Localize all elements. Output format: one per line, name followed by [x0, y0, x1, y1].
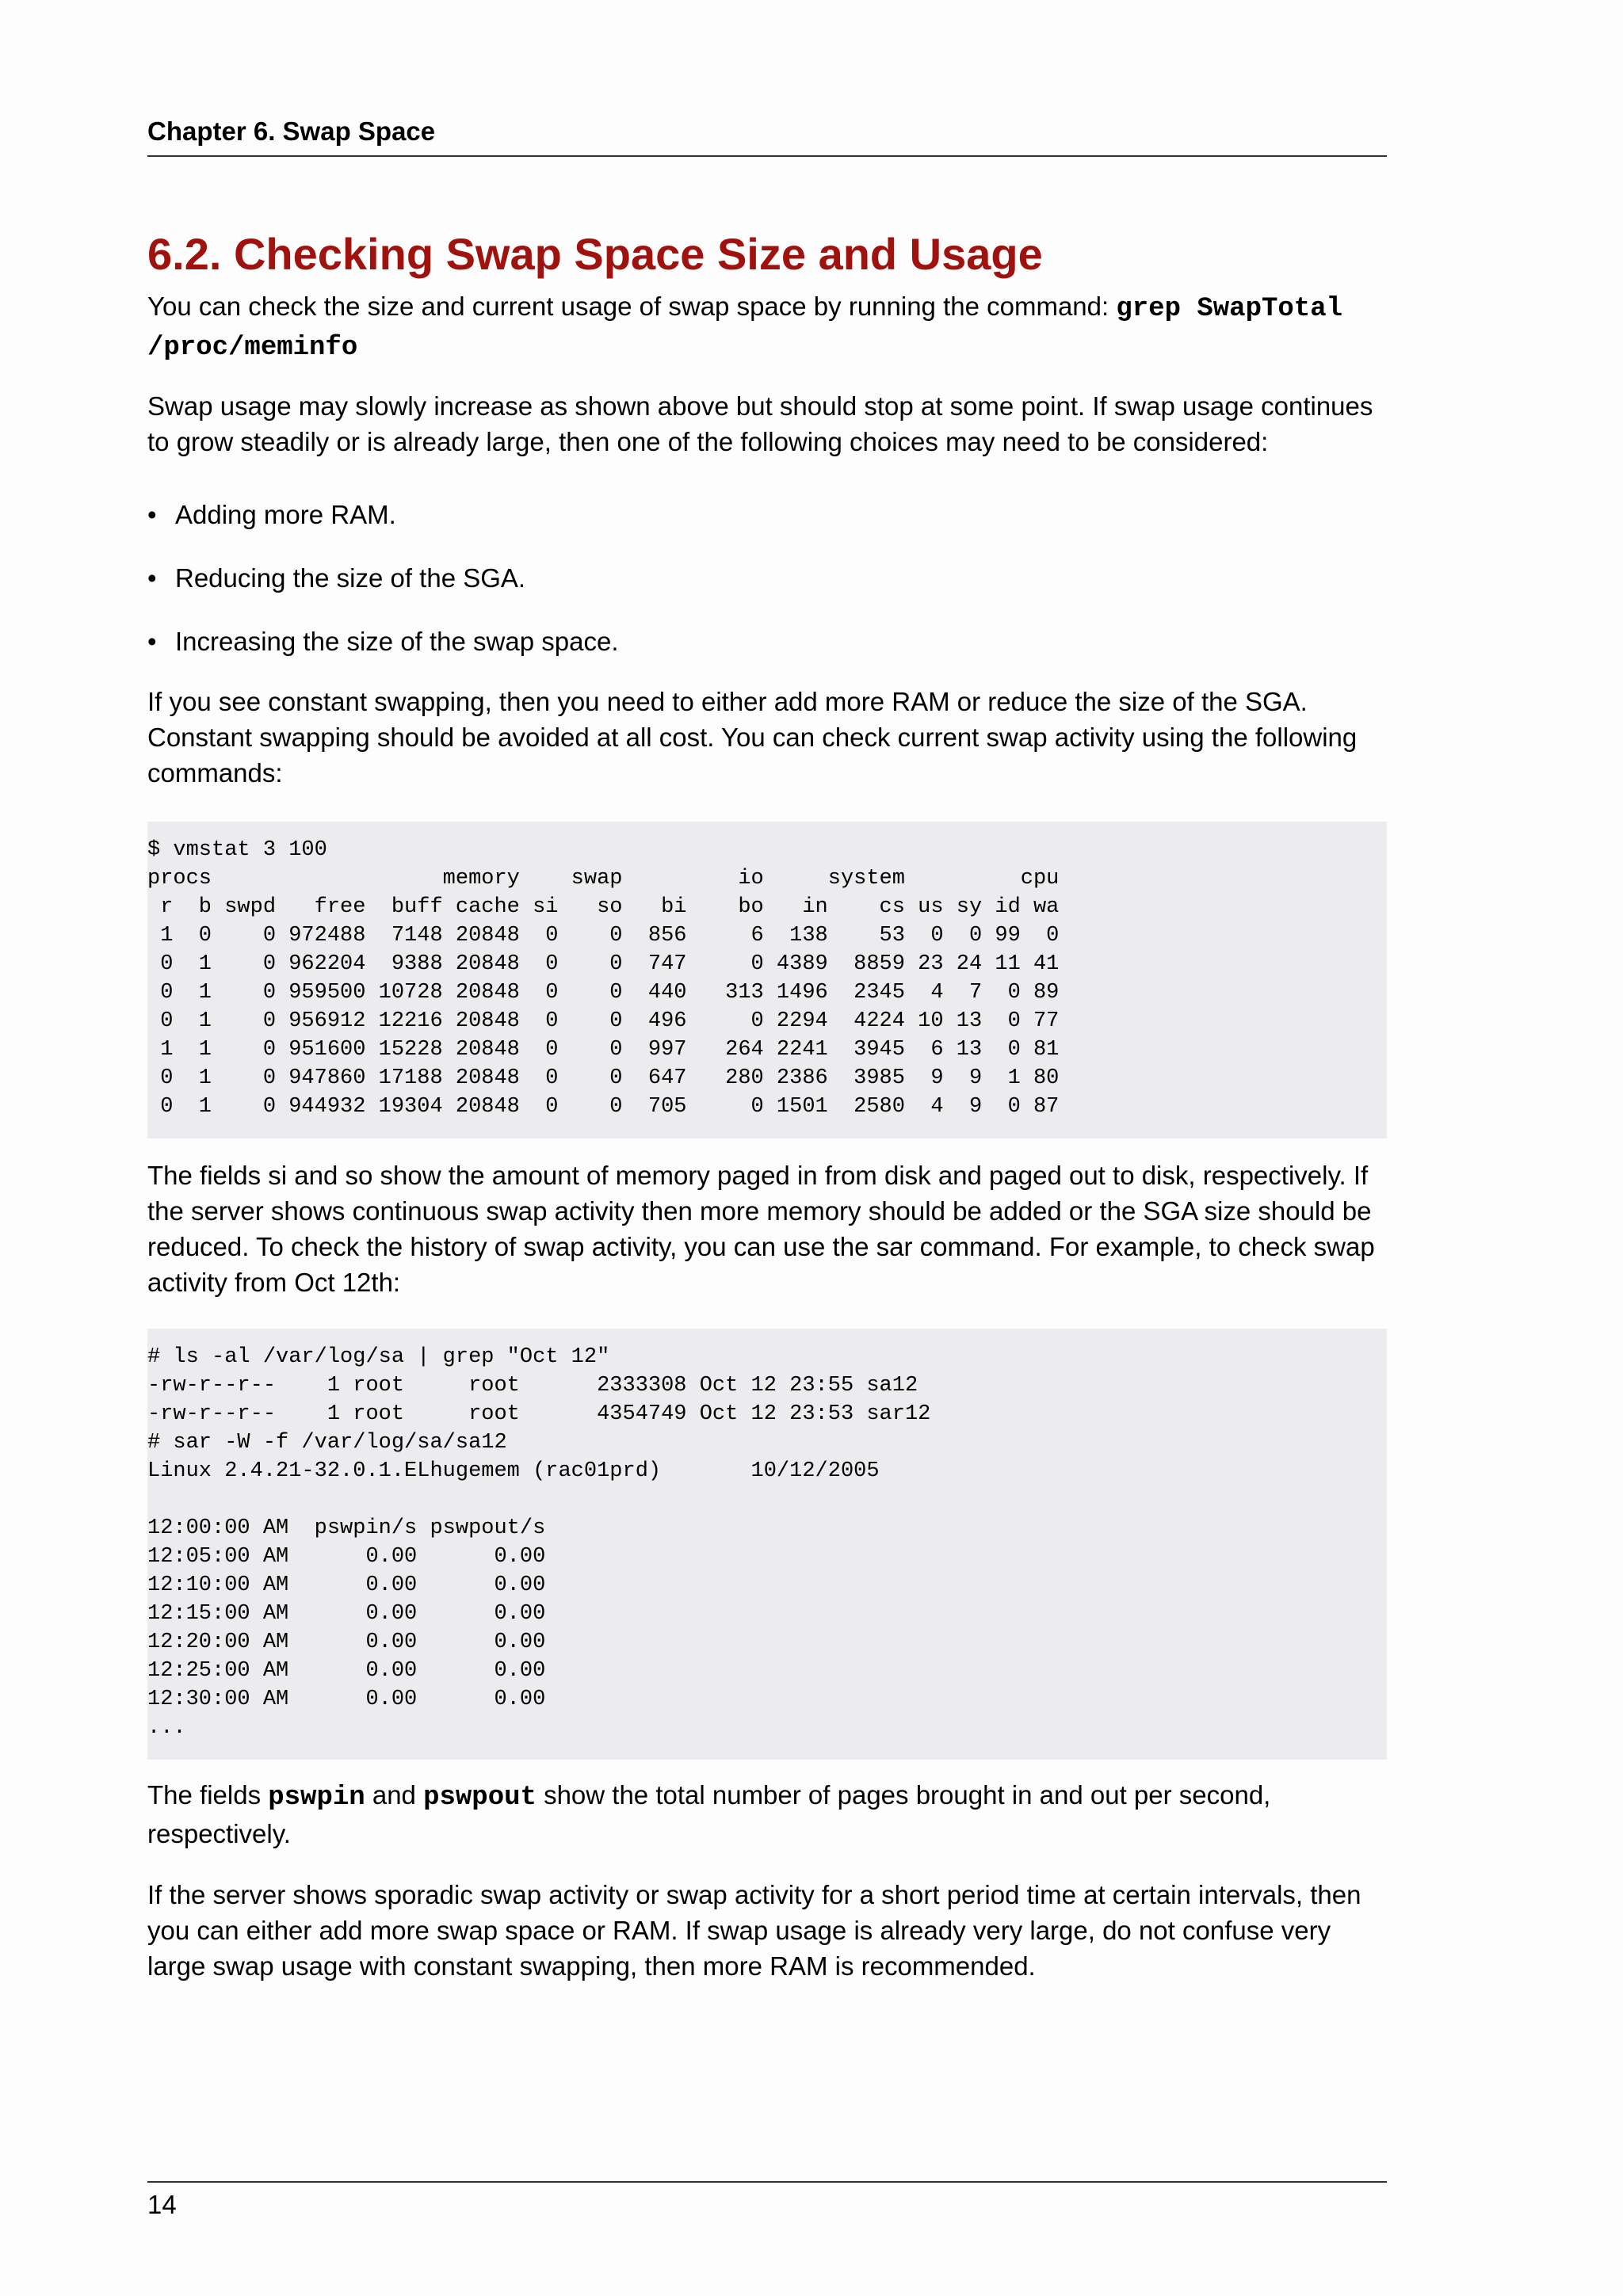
intro-text: You can check the size and current usage of swap space by running the command: — [147, 292, 1117, 321]
pswp-text-3: show the total number of pages brought in and out per second, respectively. — [147, 1780, 1271, 1848]
vmstat-code-block — [147, 822, 1387, 1138]
bullet-icon: • — [147, 500, 157, 529]
meminfo-command: grep SwapTotal /proc/meminfo — [147, 294, 1343, 363]
choice-label: Adding more RAM. — [175, 500, 396, 529]
footer-divider — [147, 2181, 1387, 2183]
pswp-text-2: and — [365, 1780, 424, 1810]
pswpout-code: pswpout — [423, 1783, 537, 1813]
vmstat-output: $ vmstat 3 100 procs memory swap io system cpu r b swpd free buff cache si so bi bo in cs us sy id wa 1 0 0 972488 7148 20848 0 0 856 6 138 53 0 0 99 0 0 1 0 962204 9388 20848 0 0 747 0 4389 8859 23 24 11 41 0 1 0 959500 10728 20848 0 0 440 313 1496 2345 4 7 0 89 0 1 0 956912 12216 20848 0 0 496 0 2294 4224 10 13 0 77 1 1 0 951600 15228 20848 0 0 997 264 2241 3945 6 13 0 81 0 1 0 947860 17188 20848 0 0 647 280 2386 3985 9 9 1 80 0 1 0 944932 19304 20848 0 0 705 0 1501 2580 4 9 0 87 — [147, 838, 1060, 1119]
choice-label: Reducing the size of the SGA. — [175, 563, 526, 593]
choice-label: Increasing the size of the swap space. — [175, 627, 619, 656]
bullet-icon: • — [147, 563, 157, 593]
pswp-fields-paragraph — [147, 1777, 1387, 1852]
intro-paragraph — [147, 288, 1387, 366]
sporadic-swap-paragraph: If the server shows sporadic swap activity or swap activity for a short period time at certain intervals, then you can either add more swap space or RAM. If swap usage is already very large, do not confuse very large swap usage with constant swapping, then more RAM is recommended. — [147, 1880, 1361, 1981]
page-number: 14 — [147, 2190, 177, 2219]
chapter-header: Chapter 6. Swap Space — [147, 116, 1387, 157]
pswp-text-1: The fields — [147, 1780, 269, 1810]
swap-growth-paragraph: Swap usage may slowly increase as shown above but should stop at some point. If swap usage continues to grow steadily or is already large, then one of the following choices may need to be considered: — [147, 391, 1373, 456]
sar-output: # ls -al /var/log/sa | grep "Oct 12" -rw-r--r-- 1 root root 2333308 Oct 12 23:55 sa12 -rw-r--r-- 1 root root 4354749 Oct 12 23:53 sar12 # sar -W -f /var/log/sa/sa12 Linux 2.4.21-32.0.1.ELhugemem (rac01prd) 10/12/2005 12:00:00 AM pswpin/s pswpout/s 12:05:00 AM 0.00 0.00 12:10:00 AM 0.00 0.00 12:15:00 AM 0.00 0.00 12:20:00 AM 0.00 0.00 12:25:00 AM 0.00 0.00 12:30:00 AM 0.00 0.00 ... — [147, 1345, 931, 1740]
constant-swapping-paragraph: If you see constant swapping, then you need to either add more RAM or reduce the size of the SGA. Constant swapping should be avoided at all cost. You can check current swap activity using the following commands: — [147, 687, 1358, 788]
sar-code-block — [147, 1329, 1387, 1760]
pswpin-code: pswpin — [268, 1783, 365, 1813]
section-title: 6.2. Checking Swap Space Size and Usage — [147, 229, 1043, 279]
bullet-icon: • — [147, 627, 157, 656]
si-so-fields-paragraph: The fields si and so show the amount of memory paged in from disk and paged out to disk, respectively. If the server shows continuous swap activity then more memory should be added or the SGA size should be reduced. To check the history of swap activity, you can use the sar command. For example, to check swap activity from Oct 12th: — [147, 1161, 1375, 1297]
